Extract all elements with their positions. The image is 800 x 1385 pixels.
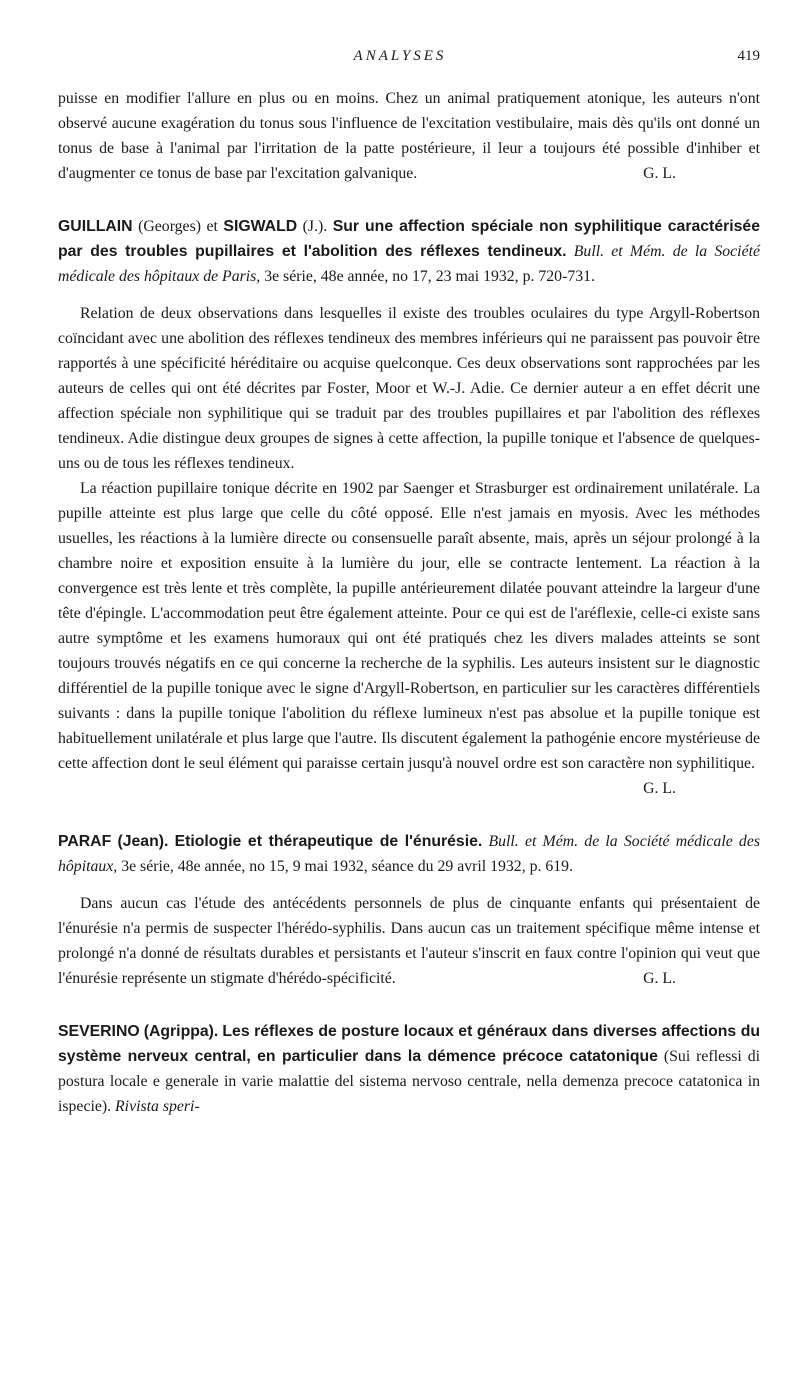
signature: G. L. — [643, 970, 676, 987]
author-name: SEVERINO — [58, 1023, 140, 1040]
journal-name: Bull. et Mém. de la Société médicale des hôpitaux de Paris, — [58, 243, 760, 285]
journal-name: Rivista speri- — [115, 1098, 200, 1115]
entry-heading — [58, 1019, 760, 1119]
signature: G. L. — [643, 780, 676, 797]
author-name: GUILLAIN — [58, 218, 133, 235]
page-number: 419 — [737, 48, 760, 64]
abstract-entry — [58, 214, 760, 801]
coauthor-given: (J.). — [302, 218, 328, 235]
article-title: Etiologie et thérapeutique de l'énurésie. — [174, 833, 483, 850]
running-title: ANALYSES — [353, 48, 447, 64]
continuation-text: puisse en modifier l'allure en plus ou en moins. Chez un animal pratiquement atonique, les auteurs n'ont observé aucune exagération du tonus sous l'influence de l'excitation vestibulaire, mais dès qu'ils ont donné un tonus de base à l'animal par l'irritation de la patte postérieure, il leur a toujours été possible d'inhiber et d'augmenter ce tonus de base par l'excitation galvanique. G. L. — [58, 86, 760, 186]
coauthor-name: SIGWALD — [223, 218, 298, 235]
abstract-entry — [58, 829, 760, 991]
abstract-entry — [58, 1019, 760, 1119]
citation: 3e série, 48e année, no 17, 23 mai 1932, p. 720-731. — [264, 268, 595, 285]
page-body — [58, 86, 760, 1131]
running-head — [0, 48, 800, 72]
abstract-paragraph: Dans aucun cas l'étude des antécédents personnels de plus de cinquante enfants qui présentaient de l'énurésie n'a permis de suspecter l'hérédo-syphilis. Dans aucun cas un traitement spécifique même intense et prolongé n'a donné de résultats durables et persistants et l'auteur s'inscrit en faux contre l'opinion qui veut que l'énurésie représente un stigmate d'hérédo-spécificité. G. L. — [58, 891, 760, 991]
entry-heading — [58, 214, 760, 289]
author-given: (Agrippa). — [143, 1023, 219, 1040]
author-given: (Georges) et — [138, 218, 218, 235]
author-name: PARAF — [58, 833, 112, 850]
title-translation: (Sui reflessi di postura locale e generale in varie malattie del sistema nervoso centrale, nella demenza precoce catatonica in ispecie). — [58, 1048, 760, 1115]
abstract-paragraph: La réaction pupillaire tonique décrite en 1902 par Saenger et Strasburger est ordinairement unilatérale. La pupille atteinte est plus large que celle du côté opposé. Elle n'est jamais en myosis. Avec les méthodes usuelles, les réactions à la lumière directe ou consensuelle paraît absente, mais, après un séjour prolongé à la chambre noire et exposition ensuite à la lumière du jour, elle se contracte lentement. La réaction à la convergence est très lente et très complète, la pupille antérieurement dilatée pouvant atteindre la largeur d'une tête d'épingle. L'accommodation peut être également atteinte. Pour ce qui est de l'aréflexie, celle-ci existe sans autre symptôme et les examens humoraux qui ont été pratiqués chez les divers malades atteints se sont toujours trouvés négatifs en ce qui concerne la recherche de la syphilis. Les auteurs insistent sur le diagnostic différentiel de la pupille tonique avec le signe d'Argyll-Robertson, en particulier sur les caractères différentiels suivants : dans la pupille tonique l'abolition du réflexe lumineux n'est pas absolue et la pupille tonique est habituellement unilatérale et plus large que l'autre. Ils discutent également la pathogénie encore mystérieuse de cette affection dont le seul élément qui paraisse certain jusqu'à nouvel ordre est son caractère non syphilitique. G. L. — [58, 476, 760, 776]
article-title: Sur une affection spéciale non syphilitique caractérisée par des troubles pupillaires et l'abolition des réflexes tendineux. — [58, 218, 760, 260]
article-title: Les réflexes de posture locaux et généraux dans diverses affections du système nerveux central, en particulier dans la démence précoce catatonique — [58, 1023, 761, 1065]
abstract-paragraph: Relation de deux observations dans lesquelles il existe des troubles oculaires du type Argyll-Robertson coïncidant avec une abolition des réflexes tendineux des membres inférieurs qui ne paraissent pas pouvoir être rapportés à une spécificité héréditaire ou acquise quelconque. Ces deux observations sont rapprochées par les auteurs de celles qui ont été décrites par Foster, Moor et W.-J. Adie. Ce dernier auteur a en effet décrit une affection spéciale non syphilitique qui se traduit par des troubles pupillaires et par l'abolition des réflexes tendineux. Adie distingue deux groupes de signes à cette affection, la pupille tonique et l'absence de quelques-uns ou de tous les réflexes tendineux. — [58, 305, 760, 472]
citation: 3e série, 48e année, no 15, 9 mai 1932, séance du 29 avril 1932, p. 619. — [121, 858, 574, 875]
entry-heading — [58, 829, 760, 879]
journal-name: Bull. et Mém. de la Société médicale des hôpitaux, — [58, 833, 760, 875]
continuation-paragraph — [58, 86, 760, 186]
signature: G. L. — [643, 165, 676, 182]
author-given: (Jean). — [117, 833, 169, 850]
